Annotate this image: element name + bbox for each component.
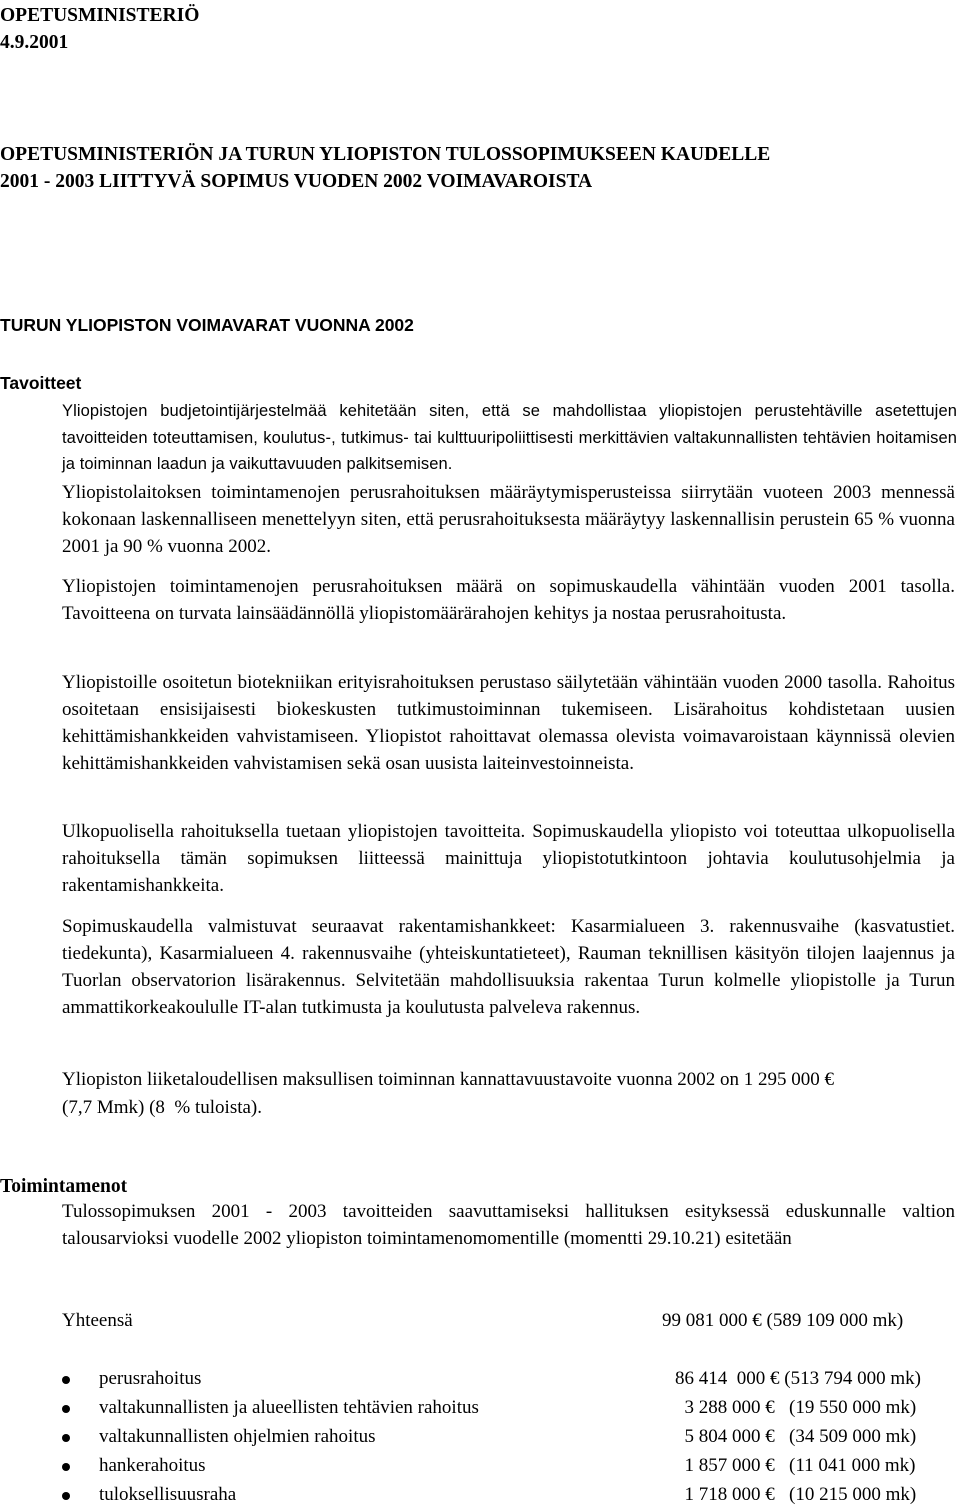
funding-item-value: 5 804 000 € (34 509 000 mk) (675, 1426, 917, 1447)
funding-item-label: valtakunnallisten ja alueellisten tehtävien rahoitus (99, 1397, 479, 1418)
paragraph-budjetointi: Yliopistojen budjetointijärjestelmää kehitetään siten, että se mahdollistaa yliopistojen perustehtäville asetettujen tavoitteiden toteuttamisen, koulutus-, tutkimus- tai kulttuuripoliittisesti merkittävien valtakunnallisten tehtävien hoitamisen ja toiminnan laadun ja vaikuttavuuden palkitsemisen. (62, 402, 957, 473)
ministry-name: OPETUSMINISTERIÖ (0, 5, 200, 26)
bullet-icon (62, 1434, 70, 1442)
paragraph-kannattavuus-line2: (7,7 Mmk) (8 % tuloista). (62, 1097, 263, 1118)
paragraph-perusrahoitus: Yliopistolaitoksen toimintamenojen perusrahoituksen määräytymisperusteissa siirrytään vuoteen 2003 mennessä kokonaan laskennalliseen menettelyyn siten, että perusrahoituksesta määräytyy laskennallisin perustein 65 % vuonna 2001 ja 90 % vuonna 2002. (62, 482, 955, 557)
paragraph-kannattavuus-line1: Yliopiston liiketaloudellisen maksullisen toiminnan kannattavuustavoite vuonna 2002 on 1 295 000 € (62, 1069, 835, 1090)
subheading-tavoitteet: Tavoitteet (0, 373, 82, 393)
funding-item-label: tuloksellisuusraha (99, 1484, 237, 1505)
funding-item-label: hankerahoitus (99, 1455, 206, 1476)
paragraph-ulkopuolinen-rahoitus: Ulkopuolisella rahoituksella tuetaan yliopistojen tavoitteita. Sopimuskaudella yliopisto voi toteuttaa ulkopuolisella rahoituksella tämän sopimuksen liitteessä mainittuja yliopistotutkintoon johtavia koulutusohjelmia ja rakentamishankkeita. (62, 821, 955, 896)
paragraph-rahoitustaso: Yliopistojen toimintamenojen perusrahoituksen määrä on sopimuskaudella vähintään vuoden 2001 tasolla. Tavoitteena on turvata lainsäädännöllä yliopistomäärärahojen kehitys ja nostaa perusrahoitusta. (62, 576, 955, 624)
list-item (62, 1423, 960, 1453)
total-label: Yhteensä (62, 1310, 133, 1331)
bullet-icon (62, 1463, 70, 1471)
total-value: 99 081 000 € (589 109 000 mk) (662, 1310, 904, 1331)
list-item (62, 1481, 960, 1511)
document-title-line2: 2001 - 2003 LIITTYVÄ SOPIMUS VUODEN 2002 VOIMAVAROISTA (0, 171, 593, 192)
funding-item-value: 3 288 000 € (19 550 000 mk) (675, 1397, 917, 1418)
document-title-line1: OPETUSMINISTERIÖN JA TURUN YLIOPISTON TULOSSOPIMUKSEEN KAUDELLE (0, 144, 771, 165)
list-item (62, 1452, 960, 1482)
document-date: 4.9.2001 (0, 32, 69, 53)
funding-item-label: perusrahoitus (99, 1368, 202, 1389)
list-item (62, 1394, 960, 1424)
paragraph-toimintamenot-intro: Tulossopimuksen 2001 - 2003 tavoitteiden saavuttamiseksi hallituksen esityksessä eduskunnalle valtion talousarvioksi vuodelle 2002 yliopiston toimintamenomomentille (momentti 29.10.21) esitetään (62, 1201, 955, 1249)
funding-item-value: 1 718 000 € (10 215 000 mk) (675, 1484, 917, 1505)
funding-item-value: 86 414 000 € (513 794 000 mk) (675, 1368, 921, 1389)
paragraph-rakentamishankkeet: Sopimuskaudella valmistuvat seuraavat rakentamishankkeet: Kasarmialueen 3. rakennusvaihe (kasvatustiet. tiedekunta), Kasarmialueen 4. rakennusvaihe (yhteiskuntatieteet), Rauman teknillisen käsityön tilojen laajennus ja Tuorlan observatorion lisärakennus. Selvitetään mahdollisuuksia rakentaa Turun kolmelle yliopistolle ja Turun ammattikorkeakoululle IT-alan tutkimusta ja koulutusta palveleva rakennus. (62, 916, 955, 1018)
funding-item-label: valtakunnallisten ohjelmien rahoitus (99, 1426, 376, 1447)
bullet-icon (62, 1492, 70, 1500)
list-item (62, 1365, 960, 1395)
section-heading-toimintamenot: Toimintamenot (0, 1176, 128, 1197)
funding-item-value: 1 857 000 € (11 041 000 mk) (675, 1455, 916, 1476)
bullet-icon (62, 1405, 70, 1413)
section-heading-voimavarat: TURUN YLIOPISTON VOIMAVARAT VUONNA 2002 (0, 315, 414, 335)
paragraph-biotekniikka: Yliopistoille osoitetun biotekniikan erityisrahoituksen perustaso säilytetään vähintään vuoden 2000 tasolla. Rahoitus osoitetaan ensisijaisesti biokeskusten tutkimustoiminnan tukemiseen. Lisärahoitus kohdistetaan uusien kehittämishankkeiden vahvistamiseen. Yliopistot rahoittavat olemassa olevista voimavaroistaan käynnissä olevien kehittämishankkeiden vahvistamisen sekä osan uusista laiteinvestoinneista. (62, 672, 955, 774)
bullet-icon (62, 1376, 70, 1384)
